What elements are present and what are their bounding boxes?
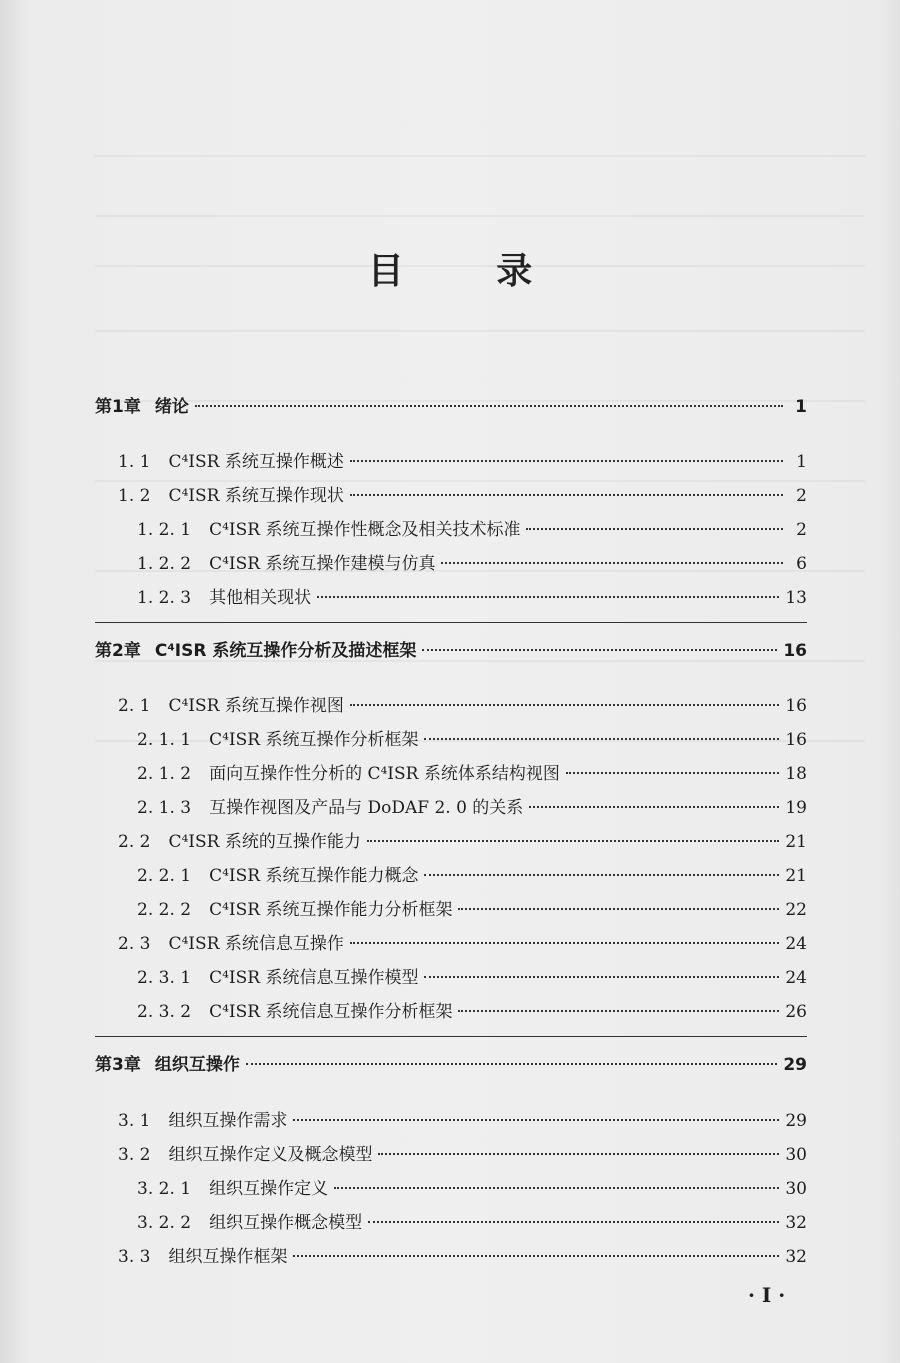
toc-entry-page: 21	[785, 866, 807, 886]
toc-entry[interactable]	[118, 1106, 807, 1136]
toc-entry-number: 3. 3	[118, 1247, 151, 1267]
toc-entry-title: 互操作视图及产品与 DoDAF 2. 0 的关系	[209, 798, 524, 818]
toc-entry-page: 2	[796, 486, 807, 506]
toc-entry[interactable]	[118, 691, 807, 721]
toc-entry-page: 29	[785, 1111, 807, 1131]
toc-entry-page: 19	[785, 798, 807, 818]
toc-entry-title: C⁴ISR 系统信息互操作分析框架	[209, 1002, 453, 1022]
leader-dots	[529, 805, 779, 808]
toc-entry-page: 6	[796, 554, 807, 574]
toc-entry-number: 第1章	[95, 397, 141, 417]
toc-entry-number: 3. 1	[118, 1111, 151, 1131]
toc-entry-page: 2	[796, 520, 807, 540]
leader-dots	[378, 1152, 779, 1155]
toc-entry[interactable]	[137, 725, 807, 755]
leader-dots	[317, 595, 779, 598]
toc-entry-page: 21	[785, 832, 807, 852]
leader-dots	[350, 703, 780, 706]
leader-dots	[458, 907, 779, 910]
toc-entry-number: 1. 2	[118, 486, 151, 506]
toc-entry-title: C⁴ISR 系统互操作视图	[168, 696, 344, 716]
toc-entry-title: 组织互操作需求	[168, 1111, 288, 1131]
toc-entry-title: C⁴ISR 系统互操作现状	[168, 486, 344, 506]
toc-entry-page: 18	[785, 764, 807, 784]
leader-dots	[424, 873, 779, 876]
toc-entry[interactable]	[118, 1140, 807, 1170]
chapter-divider	[95, 622, 807, 623]
toc-entry-title: 组织互操作框架	[168, 1247, 288, 1267]
toc-entry-page: 16	[785, 730, 807, 750]
toc-entry-number: 2. 3. 2	[137, 1002, 192, 1022]
toc-entry-title: C⁴ISR 系统信息互操作	[168, 934, 344, 954]
toc-entry-number: 2. 1	[118, 696, 151, 716]
toc-entry-number: 1. 1	[118, 452, 151, 472]
leader-dots	[334, 1186, 779, 1189]
toc-entry-page: 30	[785, 1145, 807, 1165]
toc-entry[interactable]	[118, 929, 807, 959]
toc-entry-number: 2. 1. 2	[137, 764, 192, 784]
toc-entry-title: C⁴ISR 系统信息互操作模型	[209, 968, 419, 988]
toc-entry-page: 24	[785, 968, 807, 988]
toc-entry-title: 其他相关现状	[209, 588, 312, 608]
toc-entry-page: 26	[785, 1002, 807, 1022]
leader-dots	[246, 1062, 777, 1065]
toc-entry-number: 1. 2. 2	[137, 554, 192, 574]
toc-entry-number: 2. 1. 1	[137, 730, 192, 750]
toc-entry-title: C⁴ISR 系统互操作能力分析框架	[209, 900, 453, 920]
toc-entry[interactable]	[137, 997, 807, 1027]
toc-entry[interactable]	[137, 583, 807, 613]
toc-entry[interactable]	[137, 895, 807, 925]
toc-entry-title: 组织互操作	[154, 1055, 240, 1075]
toc-entry[interactable]	[118, 827, 807, 857]
toc-entry-page: 32	[785, 1247, 807, 1267]
toc-entry-page: 13	[785, 588, 807, 608]
leader-dots	[458, 1009, 779, 1012]
toc-entry-title: C⁴ISR 系统互操作概述	[168, 452, 344, 472]
toc-entry[interactable]	[95, 636, 807, 666]
toc-entry-number: 2. 1. 3	[137, 798, 192, 818]
leader-dots	[526, 527, 783, 530]
page-number: · I ·	[748, 1283, 786, 1307]
toc-entry[interactable]	[137, 793, 807, 823]
chapter-divider	[95, 1036, 807, 1037]
toc-entry-title: C⁴ISR 系统互操作分析及描述框架	[154, 641, 417, 661]
toc-entry-number: 第3章	[95, 1055, 141, 1075]
toc-entry-number: 1. 2. 1	[137, 520, 192, 540]
toc-entry[interactable]	[137, 515, 807, 545]
toc-entry-page: 30	[785, 1179, 807, 1199]
leader-dots	[293, 1118, 779, 1121]
leader-dots	[566, 771, 779, 774]
leader-dots	[350, 941, 780, 944]
toc-entry-number: 2. 3	[118, 934, 151, 954]
leader-dots	[424, 737, 779, 740]
toc-entry[interactable]	[137, 549, 807, 579]
toc-entry-title: C⁴ISR 系统互操作建模与仿真	[209, 554, 436, 574]
leader-dots	[350, 493, 783, 496]
toc-entry-page: 1	[796, 452, 807, 472]
toc-entry-number: 2. 2. 1	[137, 866, 192, 886]
toc-entry-page: 32	[785, 1213, 807, 1233]
toc-entry-page: 1	[795, 397, 807, 417]
toc-entry-title: 组织互操作定义及概念模型	[168, 1145, 373, 1165]
toc-entry-title: C⁴ISR 系统互操作性概念及相关技术标准	[209, 520, 521, 540]
toc-entry[interactable]	[137, 1174, 807, 1204]
toc-entry-number: 3. 2	[118, 1145, 151, 1165]
toc-entry-number: 3. 2. 2	[137, 1213, 192, 1233]
toc-entry-title: 绪论	[154, 397, 189, 417]
toc-entry[interactable]	[137, 759, 807, 789]
toc-entry[interactable]	[95, 1050, 807, 1080]
toc-entry-page: 16	[783, 641, 807, 661]
page-title: 目 录	[367, 251, 573, 292]
toc-entry-title: C⁴ISR 系统互操作分析框架	[209, 730, 419, 750]
toc-entry-number: 2. 3. 1	[137, 968, 192, 988]
leader-dots	[293, 1254, 779, 1257]
leader-dots	[368, 1220, 779, 1223]
toc-entry-page: 29	[783, 1055, 807, 1075]
toc-entry-number: 2. 2. 2	[137, 900, 192, 920]
toc-entry-title: 组织互操作定义	[209, 1179, 329, 1199]
toc-entry[interactable]	[137, 861, 807, 891]
leader-dots	[424, 975, 779, 978]
toc-entry-page: 22	[785, 900, 807, 920]
toc-entry-title: 面向互操作性分析的 C⁴ISR 系统体系结构视图	[209, 764, 560, 784]
leader-dots	[441, 561, 783, 564]
toc-entry[interactable]	[137, 1208, 807, 1238]
toc-entry-title: C⁴ISR 系统互操作能力概念	[209, 866, 419, 886]
leader-dots	[367, 839, 780, 842]
toc-entry-title: 组织互操作概念模型	[209, 1213, 363, 1233]
toc-entry-title: C⁴ISR 系统的互操作能力	[168, 832, 361, 852]
toc-entry-page: 16	[785, 696, 807, 716]
toc-entry-page: 24	[785, 934, 807, 954]
toc-entry[interactable]	[118, 1242, 807, 1272]
toc-entry[interactable]	[118, 481, 807, 511]
leader-dots	[350, 459, 783, 462]
toc-entry[interactable]	[137, 963, 807, 993]
toc-entry[interactable]	[118, 447, 807, 477]
toc-entry-number: 1. 2. 3	[137, 588, 192, 608]
toc-entry[interactable]	[95, 392, 807, 422]
toc-entry-number: 2. 2	[118, 832, 151, 852]
toc-entry-number: 第2章	[95, 641, 141, 661]
leader-dots	[195, 404, 783, 407]
toc-entry-number: 3. 2. 1	[137, 1179, 192, 1199]
leader-dots	[422, 648, 777, 651]
